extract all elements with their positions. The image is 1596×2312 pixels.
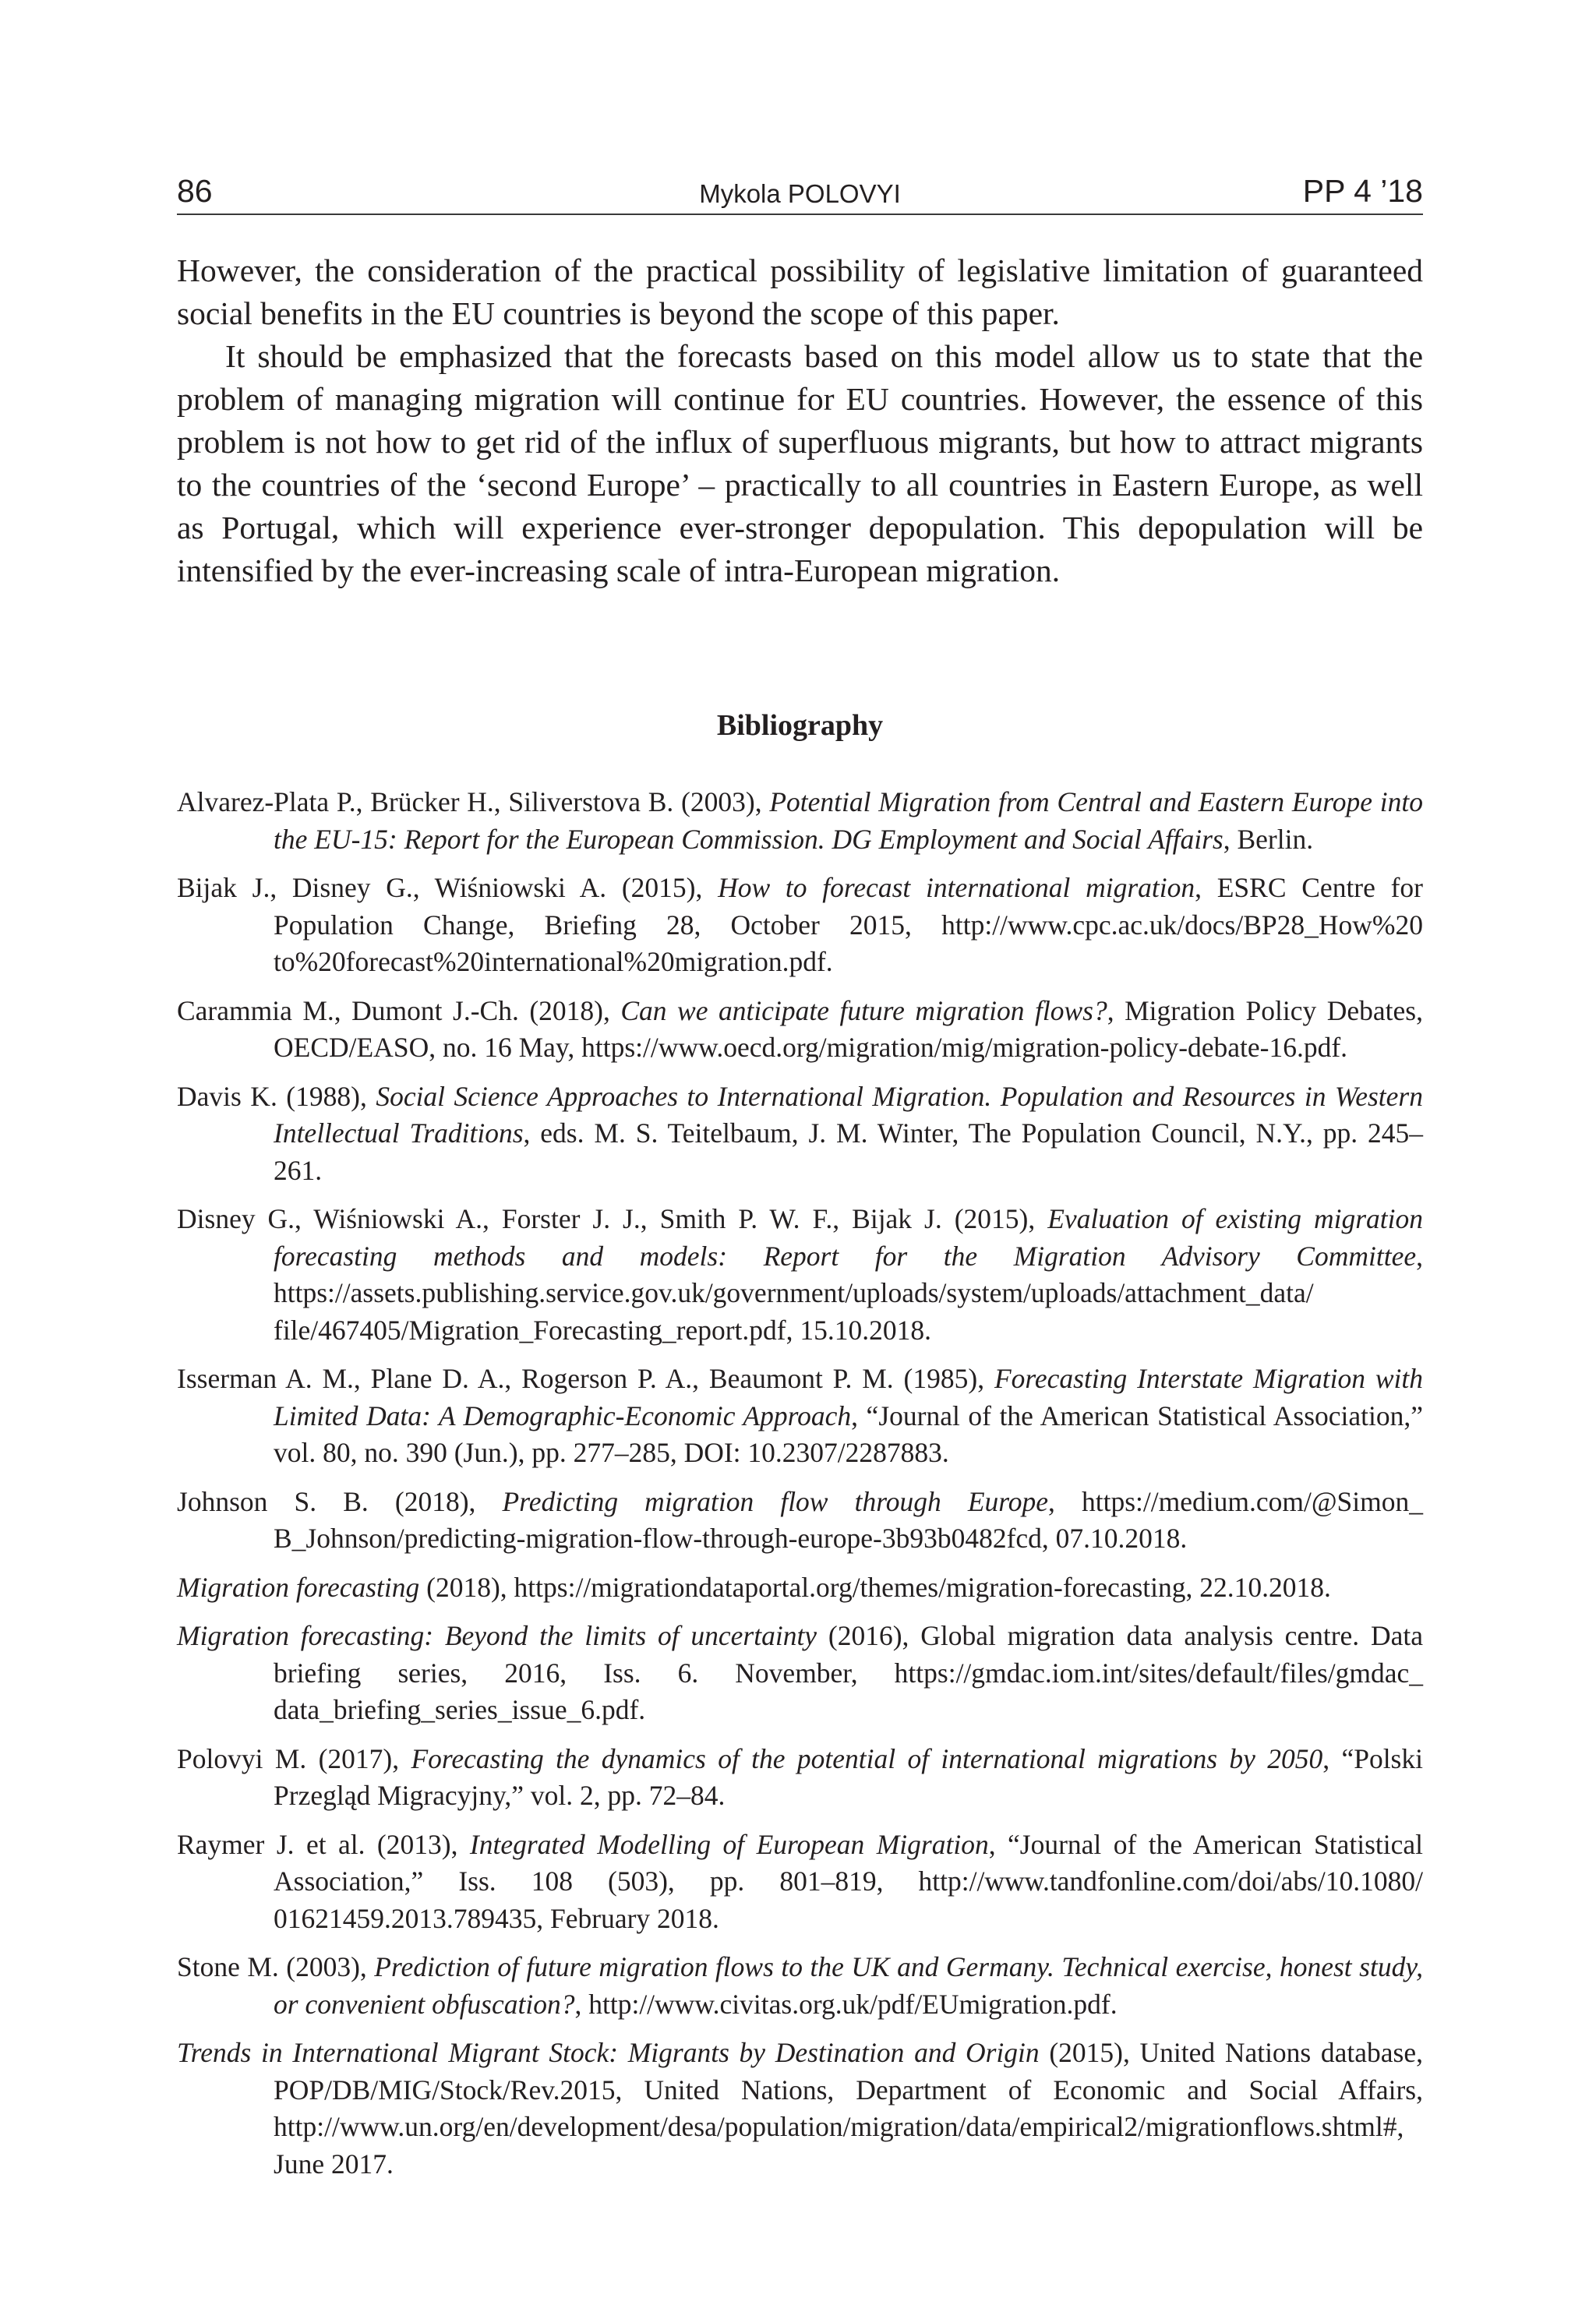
entry-details: (2018), https://migrationdataportal.org/themes/migration-forecasting, 22.10.2018.	[419, 1571, 1331, 1603]
entry-details: , Berlin.	[1223, 823, 1314, 855]
bibliography-entry	[177, 1201, 1423, 1349]
entry-title: Migration forecasting: Beyond the limits of uncertainty	[177, 1620, 817, 1651]
entry-title: How to forecast international migration	[718, 872, 1195, 903]
entry-title: Evaluation of existing migration forecasting methods and models: Report for the Migration Advisory Committee	[274, 1203, 1423, 1272]
bibliography-entry	[177, 784, 1423, 858]
bibliography-entry	[177, 993, 1423, 1067]
entry-authors: Polovyi M. (2017),	[177, 1742, 411, 1774]
entry-details: (2016), Global migration data analysis centre. Data briefing series, 2016, Iss. 6. November, https://gmdac.iom.int/sites/default/files/gmdac_ data_briefing_series_issue_6.pdf.	[274, 1620, 1423, 1725]
entry-title: Prediction of future migration flows to the UK and Germany. Technical exercise, honest study, or convenient obfuscation?	[274, 1951, 1423, 2020]
entry-title: Forecasting Interstate Migration with Limited Data: A Demographic-Economic Approach	[274, 1363, 1423, 1431]
bibliography-entry	[177, 1618, 1423, 1729]
entry-authors: Johnson S. B. (2018),	[177, 1485, 503, 1517]
bibliography-entry	[177, 1484, 1423, 1558]
bibliography-heading: Bibliography	[716, 709, 884, 742]
body-paragraph: It should be emphasized that the forecasts based on this model allow us to state that the problem of managing migration will continue for EU countries. However, the essence of this problem is not how to get rid of the influx of superfluous migrants, but how to attract migrants to the countries of the ‘second Europe’ – practically to all countries in Eastern Europe, as well as Portugal, which will experience ever-stronger depopulation. This depopulation will be intensified by the ever-increasing scale of intra-European migration.	[177, 338, 1423, 588]
header-journal-issue: PP 4 ’18	[1302, 173, 1423, 209]
entry-authors: Davis K. (1988),	[177, 1080, 376, 1112]
entry-authors: Carammia M., Dumont J.-Ch. (2018),	[177, 994, 621, 1026]
entry-details: , https://assets.publishing.service.gov.uk/government/uploads/system/uploads/attachment_data/ file/467405/Migration_Forecasting_report.pdf, 15.10.2018.	[274, 1240, 1423, 1346]
entry-title: Social Science Approaches to International Migration. Population and Resources in Western Intellectual Traditions	[274, 1080, 1423, 1149]
body-paragraph: However, the consideration of the practical possibility of legislative limitation of guaranteed social benefits in the EU countries is beyond the scope of this paper.	[177, 252, 1423, 331]
body-text	[177, 249, 1423, 592]
entry-details: , ESRC Centre for Population Change, Briefing 28, October 2015, http://www.cpc.ac.uk/docs/BP28_How%20 to%20forecast%20international%20migration.pdf.	[274, 872, 1423, 977]
entry-authors: Bijak J., Disney G., Wiśniowski A. (2015),	[177, 872, 719, 903]
entry-details: , “Journal of the American Statistical Association,” vol. 80, no. 390 (Jun.), pp. 277–285, DOI: 10.2307/2287883.	[274, 1400, 1424, 1468]
header-author: Mykola POLOVYI	[699, 179, 901, 208]
bibliography-entry	[177, 1949, 1423, 2023]
entry-title: Integrated Modelling of European Migration	[469, 1828, 989, 1860]
entry-authors: Raymer J. et al. (2013),	[177, 1828, 470, 1860]
entry-details: , http://www.civitas.org.uk/pdf/EUmigration.pdf.	[574, 1988, 1118, 2020]
entry-title: Forecasting the dynamics of the potential of international migrations by 2050	[411, 1742, 1323, 1774]
entry-title: Migration forecasting	[177, 1571, 420, 1603]
entry-details: , “Polski Przegląd Migracyjny,” vol. 2, pp. 72–84.	[274, 1742, 1423, 1811]
entry-authors: Isserman A. M., Plane D. A., Rogerson P. A., Beaumont P. M. (1985),	[177, 1363, 994, 1394]
bibliography-entry	[177, 1569, 1423, 1607]
bibliography-entry	[177, 1361, 1423, 1472]
entry-title: Can we anticipate future migration flows?	[620, 994, 1107, 1026]
running-header	[177, 170, 1423, 215]
entry-authors: Disney G., Wiśniowski A., Forster J. J., Smith P. W. F., Bijak J. (2015),	[177, 1203, 1048, 1234]
entry-details: , https://medium.com/@Simon_ B_Johnson/predicting-migration-flow-through-europe-3b93b0482fcd, 07.10.2018.	[274, 1485, 1423, 1554]
entry-title: Trends in International Migrant Stock: Migrants by Destination and Origin	[177, 2037, 1040, 2068]
entry-details: , eds. M. S. Teitelbaum, J. M. Winter, The Population Council, N.Y., pp. 245–261.	[274, 1117, 1423, 1186]
bibliography-entry	[177, 1741, 1423, 1815]
entry-details: , “Journal of the American Statistical Association,” Iss. 108 (503), pp. 801–819, http://www.tandfonline.com/doi/abs/10.1080/ 01621459.2013.789435, February 2018.	[274, 1828, 1423, 1934]
entry-details: (2015), United Nations database, POP/DB/MIG/Stock/Rev.2015, United Nations, Department of Economic and Social Affairs, http://www.un.org/en/development/desa/population/migration/data/empirical2/migrationflows.shtml#, June 2017.	[274, 2037, 1423, 2180]
entry-details: , Migration Policy Debates, OECD/EASO, no. 16 May, https://www.oecd.org/migration/mig/migration-policy-debate-16.pdf.	[274, 994, 1423, 1063]
bibliography-entry	[177, 1827, 1423, 1938]
entry-title: Predicting migration flow through Europe	[502, 1485, 1049, 1517]
entry-authors: Stone M. (2003),	[177, 1951, 375, 1982]
page-number: 86	[177, 173, 213, 209]
bibliography-entry	[177, 1078, 1423, 1190]
entry-authors: Alvarez-Plata P., Brücker H., Siliverstova B. (2003),	[177, 786, 770, 817]
bibliography-entry	[177, 2035, 1423, 2183]
bibliography-entry	[177, 870, 1423, 981]
entry-title: Potential Migration from Central and Eastern Europe into the EU-15: Report for the European Commission. DG Employment and Social Affairs	[274, 786, 1423, 855]
bibliography-list	[177, 784, 1423, 2194]
